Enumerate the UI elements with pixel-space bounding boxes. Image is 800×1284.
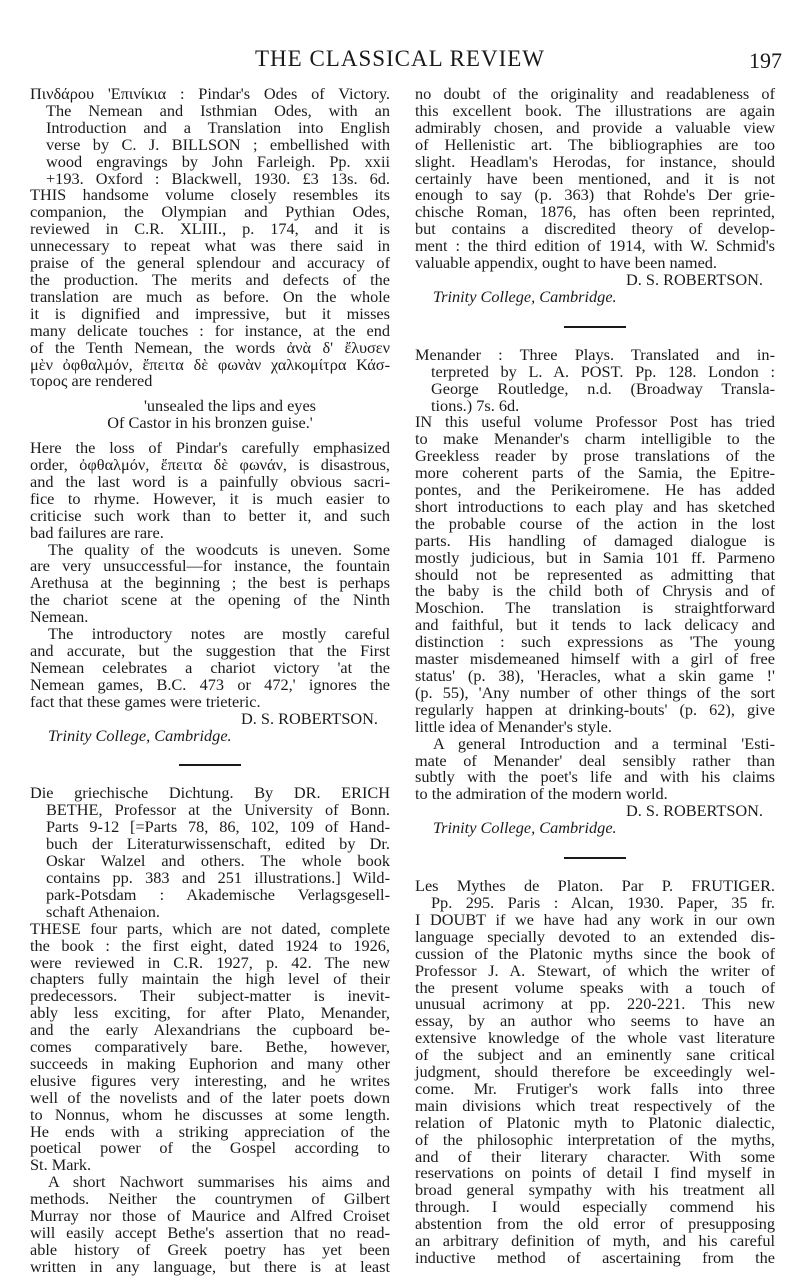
body-line: judgment, should therefore be exceedingly wel- [415,1062,775,1082]
body-line: IN this useful volume Professor Post has tried [415,412,775,432]
body-line: admirably chosen, and provide a valuable view [415,117,775,137]
body-line: reviewed in C.R. XLIII., p. 174, and it is [30,219,390,239]
running-title: THE CLASSICAL REVIEW [254,46,545,71]
reviewer-affiliation: Trinity College, Cambridge. [433,818,617,838]
review-heading [415,344,775,415]
body-line: A short Nachwort summarises his aims and [48,1172,390,1192]
body-line: and faithful, but it tends to lack delicacy and [415,615,775,635]
verse-line: Of Castor in his bronzen guise.' [107,413,313,433]
body-line: short introductions to each play and has sketched [415,496,775,516]
body-line: Nemean. [30,607,89,627]
body-line: and of their literary character. With some [415,1146,775,1166]
left-column [30,86,390,1276]
body-line: companion, the Olympian and Pythian Odes, [30,202,390,222]
body-line: status' (p. 38), 'Heracles, what a skin game !' [415,666,775,685]
body-line: Nemean games, B.C. 473 or 472,' ignores the [30,674,390,694]
body-line: certainly have been mentioned, and it is not [415,168,775,188]
body-line: mate of Menander' deal sensibly rather than [415,750,775,770]
body-line: Nemean celebrates a chariot victory 'at the [30,657,390,677]
review-heading [30,785,390,920]
body-line: pontes, and the Perikeiromene. He has added [415,480,775,500]
body-line: methods. Neither the countrymen of Gilbert [30,1189,390,1209]
body-line: The introductory notes are mostly careful [48,624,390,644]
reviewer-affiliation: Trinity College, Cambridge. [433,286,617,306]
body-line: ably less exciting, for after Plato, Menander, [30,1003,390,1023]
review-body [30,918,390,1276]
body-line: and the early Alexandrians the cupboard be- [30,1020,390,1040]
body-line: the present volume speaks with a touch of [415,977,775,997]
body-line: of the Tenth Nemean, the words ἀνὰ δ' ἔλυσεν [30,337,390,357]
body-line: it is dignified and impressive, but it misses [30,303,390,323]
body-line: but contains a discredited theory of develop- [415,219,775,239]
heading-line: contains pp. 383 and 251 illustrations.] Wild- [46,867,390,887]
body-line: τορος are rendered [30,371,153,391]
body-line: the probable course of the action in the lost [415,513,775,533]
review-body [415,909,775,1267]
body-line: elusive figures very interesting, and he writes [30,1070,390,1090]
heading-line: Pp. 295. Paris : Alcan, 1930. Paper, 35 fr. [431,892,775,912]
body-line: and the last word is a painfully obvious sacri- [30,471,390,491]
body-line: written in any language, but there is at least [30,1256,390,1276]
review-heading [30,86,390,187]
heading-line: Oskar Walzel and others. The whole book [46,851,390,871]
body-line: order, ὀφθαλμόν, ἔπειτα δὲ φωνάν, is disastrous, [30,455,390,475]
body-line: are very unsuccessful—for instance, the fountain [30,556,390,576]
body-line: should not be represented as admitting that [415,564,775,584]
review-body [415,414,775,837]
heading-line: terpreted by L. A. POST. Pp. 128. London : [431,361,775,381]
body-line: regularly happen at drinking-bouts' (p. 62), give [415,699,775,719]
review-body [30,187,390,744]
body-line: Arethusa at the beginning ; the best is perhaps [30,573,390,593]
reviewer-signature: D. S. ROBERTSON. [626,801,763,821]
body-line: Greekless reader by prose translations of the [415,446,775,466]
body-line: of the subject and an eminently sane critical [415,1045,775,1065]
body-line: the book : the first eight, dated 1924 to 1926, [30,935,390,955]
body-line: abstention from the old error of presupposing [415,1214,775,1234]
body-line: an arbitrary definition of myth, and his careful [415,1231,775,1251]
body-line: parts. His handling of damaged dialogue is [415,530,775,550]
body-line: Murray nor those of Maurice and Alfred Croiset [30,1206,390,1226]
section-divider [564,326,626,328]
heading-line: Die griechische Dichtung. By DR. ERICH [30,783,390,803]
heading-line: schaft Athenaion. [46,901,160,921]
body-line: Professor J. A. Stewart, of which the writer of [415,960,775,980]
body-line: unnecessary to repeat what was there said in [30,236,390,256]
body-line: extensive knowledge of the whole vast literature [415,1028,775,1048]
body-line: (p. 55), 'Any number of other things of the sort [415,682,775,702]
review-pindar [30,86,390,744]
body-line: to make Menander's charm intelligible to the [415,429,775,449]
page-number: 197 [749,48,782,73]
heading-line: Introduction and a Translation into English [46,117,390,137]
body-line: broad general sympathy with his treatment all [415,1180,775,1200]
body-line: cussion of the Platonic myths since the book of [415,943,775,963]
body-line: A general Introduction and a terminal 'Esti- [433,733,775,753]
body-line: Here the loss of Pindar's carefully emphasized [30,438,390,458]
body-line: mostly judicious, but in Samia 101 ff. Parmeno [415,547,775,567]
body-line: unusual acrimony at pp. 220-221. This new [415,994,775,1014]
body-line: valuable appendix, ought to have been named. [415,253,718,273]
heading-line: +193. Oxford : Blackwell, 1930. £3 13s. 6d. [46,168,390,188]
heading-line: buch der Literaturwissenschaft, edited by Dr. [46,834,390,854]
body-line: of the philosophic interpretation of the myths, [415,1129,775,1149]
body-line: well of the novelists and of the later poets down [30,1087,390,1107]
body-line: and accurate, but the suggestion that the First [30,641,390,660]
body-line: comes comparatively bare. Bethe, however, [30,1037,390,1057]
body-line: relation of Platonic myth to Platonic dialectic, [415,1112,775,1132]
body-line: ment : the third edition of 1914, with W. Schmid's [415,236,775,256]
heading-line: George Routledge, n.d. (Broadway Transla- [431,378,775,398]
body-line: translation are much as before. On the whole [30,286,390,306]
body-line: chapters fully maintain the high level of their [30,969,390,989]
body-line: Moschion. The translation is straightforward [415,598,775,618]
body-line: through. I would especially commend his [415,1197,775,1217]
heading-line: The Nemean and Isthmian Odes, with an [46,100,390,120]
body-line: come. Mr. Frutiger's work falls into three [415,1078,775,1098]
body-line: St. Mark. [30,1155,92,1175]
body-line: enough to say (p. 363) that Rohde's Der grie- [415,185,775,205]
body-line: the baby is the child both of Chrysis and of [415,581,775,601]
body-line: of Hellenistic art. The bibliographies are too [415,134,775,154]
section-divider [179,764,241,766]
body-line: this excellent book. The illustrations are again [415,100,775,120]
body-line: master misdemeaned himself with a girl of free [415,649,775,669]
heading-line: Parts 9-12 [=Parts 78, 86, 102, 109 of Hand- [46,817,390,837]
body-line: to the admiration of the modern world. [415,784,668,804]
running-head [0,46,800,80]
body-line: inductive method of ascertaining from the [415,1248,775,1267]
body-line: praise of the general splendour and accuracy of [30,253,390,273]
heading-line: tions.) 7s. 6d. [431,395,520,415]
reviewer-signature: D. S. ROBERTSON. [626,269,763,289]
body-line: I DOUBT if we have had any work in our own [415,909,775,929]
heading-line: Menander : Three Plays. Translated and in- [415,344,775,364]
body-line: predecessors. Their subject-matter is inevit- [30,986,390,1006]
body-line: criticise such work than to better it, and such [30,505,390,525]
body-line: succeeds in making Euphorion and many other [30,1053,390,1073]
heading-line: park-Potsdam : Akademische Verlagsgesell- [46,884,390,904]
body-line: THESE four parts, which are not dated, complete [30,918,390,938]
body-line: will easily accept Bethe's assertion that no read- [30,1223,390,1242]
body-line: fact that these games were trieteric. [30,691,261,711]
body-line: bad failures are rare. [30,522,164,542]
body-line: subtly with the poet's life and with his claims [415,767,775,787]
body-line: language specially devoted to an extended dis- [415,926,775,946]
body-line: no doubt of the originality and readableness of [415,84,775,103]
body-line: to Nonnus, whom he discusses at some length. [30,1104,390,1124]
heading-line: Les Mythes de Platon. Par P. FRUTIGER. [415,876,775,896]
body-line: He ends with a striking appreciation of the [30,1121,390,1141]
review-frutiger [415,878,775,1267]
verse-line: 'unsealed the lips and eyes [143,396,317,416]
body-line: little idea of Menander's style. [415,716,612,736]
review-bethe-continued [415,86,775,306]
reviewer-affiliation: Trinity College, Cambridge. [48,725,232,745]
body-line: fice to rhyme. However, it is much easier to [30,488,390,508]
body-line: chische Roman, 1876, has often been reprinted, [415,202,775,222]
review-bethe [30,785,390,1275]
heading-line: verse by C. J. BILLSON ; embellished with [46,134,390,154]
body-line: essay, by an author who seems to have an [415,1011,775,1031]
heading-line: BETHE, Professor at the University of Bonn. [46,800,390,820]
review-menander [415,344,775,838]
body-line: were reviewed in C.R. 1927, p. 42. The new [30,952,390,972]
body-line: poetical power of the Gospel according to [30,1138,390,1158]
review-heading [415,878,775,912]
body-line: distinction : such expressions as 'The young [415,632,775,652]
section-divider [564,857,626,859]
heading-line: Πινδάρου 'Επινίκια : Pindar's Odes of Victory. [30,84,390,103]
body-line: μὲν ὀφθαλμόν, ἔπειτα δὲ φωνὰν χαλκομίτρα Κάσ- [30,354,390,374]
body-line: many delicate touches : for instance, at the end [30,320,390,340]
reviewer-signature: D. S. ROBERTSON. [241,708,378,728]
body-line: the production. The merits and defects of the [30,269,390,289]
body-line: main divisions which treat respectively of the [415,1095,775,1115]
body-line: slight. Headlam's Herodas, for instance, should [415,151,775,171]
body-line: able history of Greek poetry has yet been [30,1239,390,1259]
body-line: more coherent parts of the Samia, the Epitre- [415,463,775,483]
body-line: reservations on points of detail I find myself in [415,1163,775,1183]
body-line: THIS handsome volume closely resembles its [30,185,390,205]
body-line: The quality of the woodcuts is uneven. Some [48,539,390,559]
heading-line: wood engravings by John Farleigh. Pp. xxii [46,151,390,171]
body-line: the chariot scene at the opening of the Ninth [30,590,390,610]
right-column [415,86,775,1267]
